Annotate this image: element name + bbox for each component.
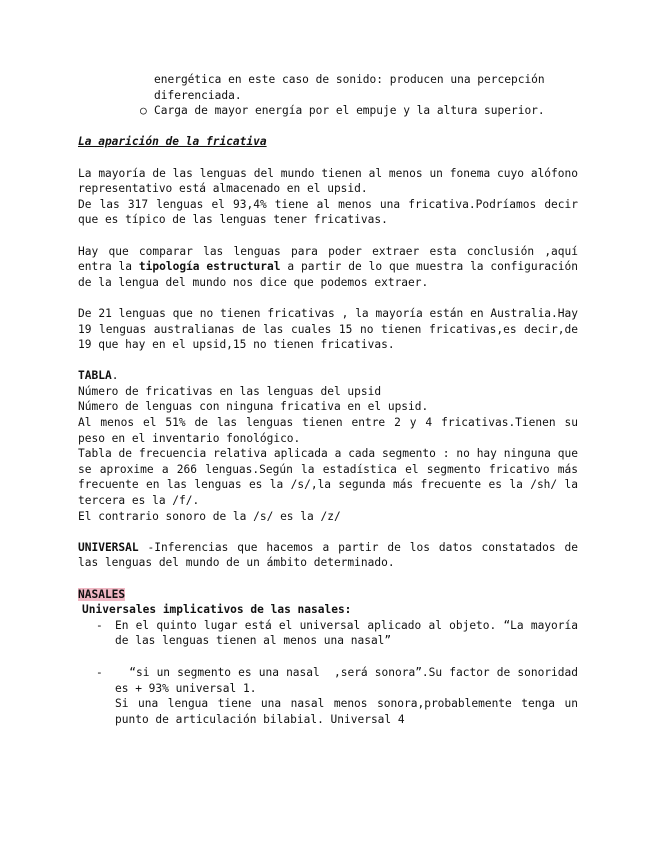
- nasales-highlighted-label: NASALES: [78, 587, 126, 601]
- list-item: [78, 103, 578, 119]
- nasales-subheading: Universales implicativos de las nasales:: [82, 603, 352, 617]
- list-item: [78, 72, 578, 103]
- dash-bullet-icon: -: [96, 665, 103, 679]
- section-heading-fricativa: La aparición de la fricativa: [78, 135, 267, 149]
- list-item-text: energética en este caso de sonido: producen una percepción: [154, 73, 545, 86]
- bold-term: tipología estructural: [138, 260, 281, 274]
- paragraph-text: -Inferencias que hacemos a partir de los datos constatados de las lenguas del mundo de un ámbito determinado.: [78, 540, 578, 570]
- tabla-label: TABLA: [78, 369, 112, 383]
- list-item-text: Carga de mayor energía por el empuje y la altura superior.: [154, 104, 545, 118]
- paragraph: De 21 lenguas que no tienen fricativas , la mayoría están en Australia.Hay 19 lenguas australianas de las cuales 15 no tienen fricativas,es decir,de 19 que hay en el upsid,15 no tienen fricativas.: [78, 306, 578, 352]
- paragraph: Número de lenguas con ninguna fricativa en el upsid.: [78, 400, 429, 414]
- list-item: [78, 665, 585, 696]
- list-item-text: En el quinto lugar está el universal aplicado al objeto. “La mayoría de las lenguas tienen al menos una nasal”: [115, 618, 578, 648]
- list-item-text: “si un segmento es una nasal ,será sonora”.Su factor de sonoridad es + 93% universal 1.: [115, 665, 585, 695]
- intro-bullet-list: [78, 72, 578, 119]
- paragraph: [78, 244, 578, 291]
- paragraph: La mayoría de las lenguas del mundo tienen al menos un fonema cuyo alófono representativo está almacenado en el upsid.: [78, 166, 578, 196]
- universal-label: UNIVERSAL: [78, 540, 139, 554]
- document-page: [78, 72, 585, 727]
- paragraph: Al menos el 51% de las lenguas tienen entre 2 y 4 fricativas.Tienen su peso en el inventario fonológico.: [78, 416, 578, 445]
- list-item-continuation: [78, 696, 578, 727]
- circle-bullet-icon: ○: [140, 104, 147, 118]
- list-item-text: diferenciada.: [154, 88, 242, 102]
- tabla-label-suffix: .: [111, 369, 119, 383]
- tabla-heading: [78, 368, 578, 384]
- paragraph: Tabla de frecuencia relativa aplicada a cada segmento : no hay ninguna que se aproxime a 266 lenguas.Según la estadística el segmento fricativo más frecuente en las lenguas es la /s/,la segunda más frecuente es la /sh/ la tercera es la /f/.: [78, 447, 578, 508]
- universal-paragraph: [78, 540, 578, 571]
- dash-bullet-icon: -: [96, 618, 103, 632]
- nasales-heading: [78, 587, 578, 603]
- list-item-text: Si una lengua tiene una nasal menos sonora,probablemente tenga un punto de articulación bilabial. Universal 4: [115, 697, 578, 726]
- paragraph: El contrario sonoro de la /s/ es la /z/: [78, 509, 341, 523]
- paragraph: De las 317 lenguas el 93,4% tiene al menos una fricativa.Podríamos decir que es típico de las lenguas tener fricativas.: [78, 197, 578, 227]
- paragraph-text: a partir de lo que muestra la configuración de la lengua del mundo nos dice que podemos extraer.: [78, 260, 578, 289]
- paragraph: Número de fricativas en las lenguas del upsid: [78, 384, 382, 398]
- list-item: [78, 618, 578, 649]
- paragraph-text: Hay que comparar las lenguas para poder extraer esta conclusión ,aquí entra la: [78, 244, 578, 274]
